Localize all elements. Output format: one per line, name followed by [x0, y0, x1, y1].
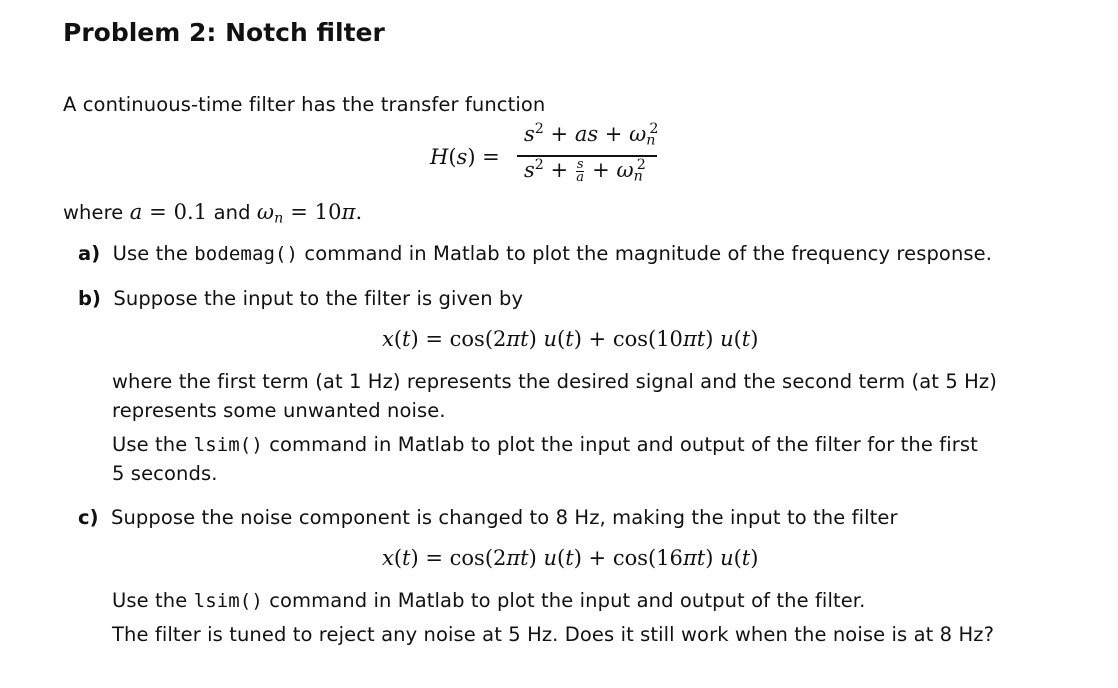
transfer-function-numerator: $s^2$ + as + $\omega_n^2$ [524, 121, 659, 149]
part-b-para2-after: command in Matlab to plot the input and output of the filter for the first [269, 433, 978, 456]
part-b-equation: x(t) = cos(2πt) u(t) + cos(10πt) u(t) [382, 327, 759, 351]
param-a: a = 0.1 [129, 200, 208, 224]
intro-text: A continuous-time filter has the transfer function [63, 93, 546, 116]
transfer-function-denominator: $s^2$ + $\frac{s}{a}$ + $\omega_n^2$ [524, 157, 646, 185]
part-b-para2-line2: 5 seconds. [112, 462, 218, 485]
problem-title: Problem 2: Notch filter [63, 18, 385, 47]
part-c-line2: The filter is tuned to reject any noise at 5 Hz. Does it still work when the noise is at 8 Hz? [112, 623, 995, 646]
and-word: and [213, 201, 251, 224]
part-b-para2-line1 [112, 433, 978, 456]
lsim-command-c: lsim() [193, 590, 263, 612]
transfer-function-lhs: H(s) = [430, 145, 500, 169]
part-b-label: b) [78, 287, 102, 310]
where-line [63, 200, 363, 227]
s-over-a: $\frac{s}{a}$ [576, 157, 585, 185]
bodemag-command: bodemag() [194, 243, 299, 265]
part-b-text: Suppose the input to the filter is given by [113, 287, 524, 310]
part-c-line1 [112, 589, 865, 612]
part-b-para1-line1: where the first term (at 1 Hz) represents the desired signal and the second term (at 5 Hz) [112, 370, 997, 393]
part-c-label: c) [78, 506, 99, 529]
part-c-line1-after: command in Matlab to plot the input and output of the filter. [269, 589, 866, 612]
part-a-text-before: Use the [112, 242, 188, 265]
part-c-line1-before: Use the [112, 589, 188, 612]
lsim-command-b: lsim() [193, 434, 263, 456]
part-b [78, 287, 523, 310]
part-c-equation: x(t) = cos(2πt) u(t) + cos(16πt) u(t) [382, 546, 759, 570]
where-word: where [63, 201, 124, 224]
param-wn: $\omega_n = 10\pi$. [256, 200, 363, 227]
part-c [78, 506, 898, 529]
part-c-text: Suppose the noise component is changed to 8 Hz, making the input to the filter [110, 506, 898, 529]
part-a-label: a) [78, 242, 101, 265]
part-a [78, 242, 992, 265]
part-a-text-after: command in Matlab to plot the magnitude of the frequency response. [304, 242, 993, 265]
part-b-para1-line2: represents some unwanted noise. [112, 399, 446, 422]
part-b-para2-before: Use the [112, 433, 188, 456]
